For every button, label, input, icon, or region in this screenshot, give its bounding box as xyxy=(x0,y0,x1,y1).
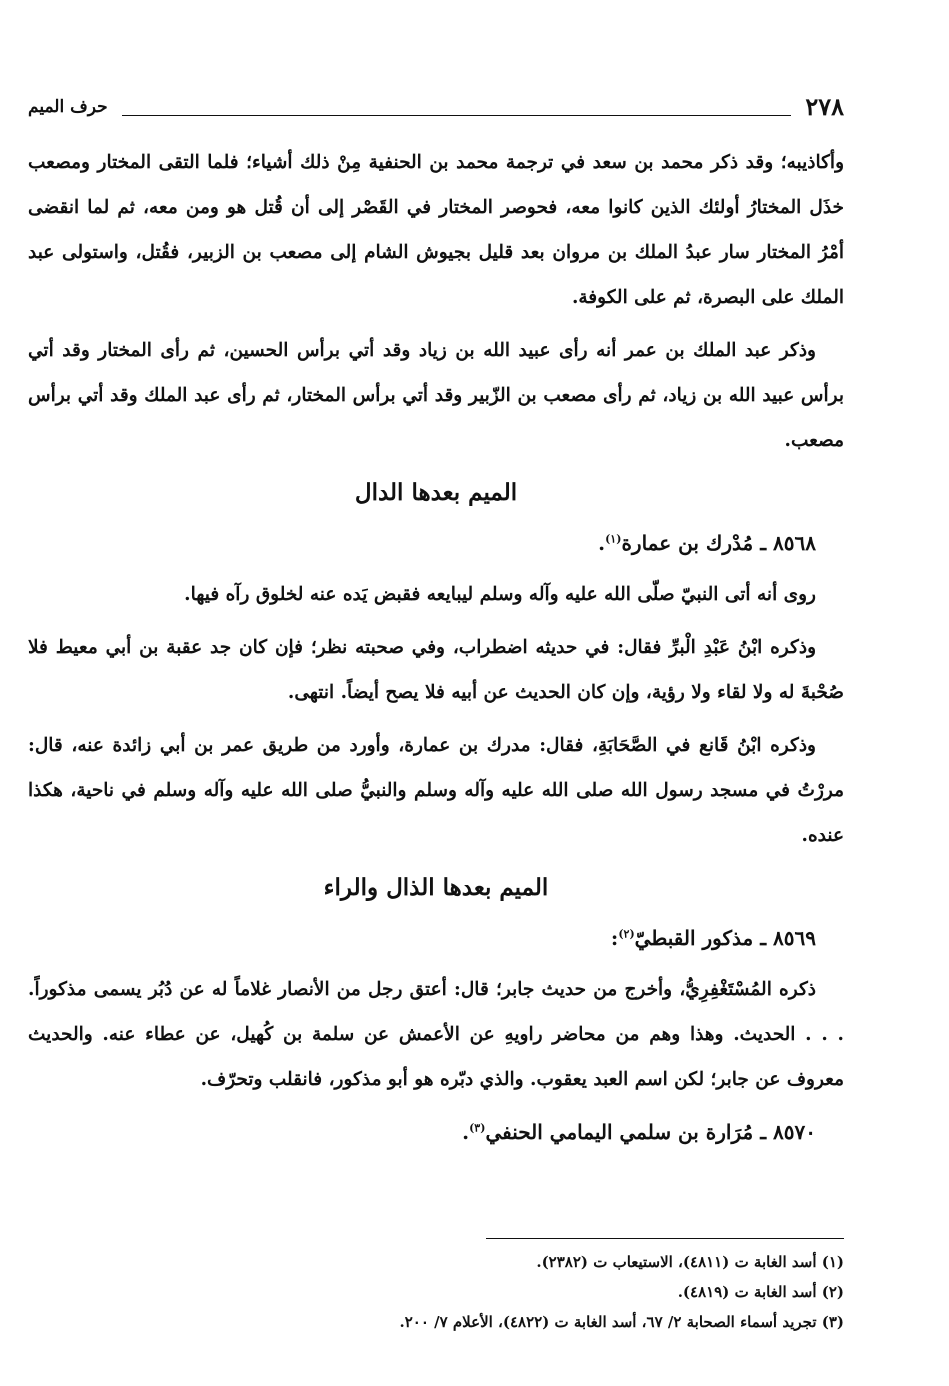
footnote-ref-3: (٣) xyxy=(469,1121,486,1135)
entry-8569-title: ٨٥٦٩ ـ مذكور القبطيّ xyxy=(634,926,816,950)
entry-8569-punct: : xyxy=(610,926,619,950)
paragraph-mustaghfiri: ذكره المُسْتَغْفِرِيُّ، وأخرج من حديث جابر؛ قال: أعتق رجل من الأنصار غلاماً له عن دُبُر يسمى مذكوراً. . . . الحديث. وهذا وهم من محاضر راويهِ عن الأعمش عن سلمة بن كُهيل، عن عطاء عنه. والحديث معروف عن جابر؛ لكن اسم العبد يعقوب. والذي دبّره هو أبو مذكور، فانقلب وتحرّف. xyxy=(28,979,844,1090)
paragraph-continuation: وأكاذيبه؛ وقد ذكر محمد بن سعد في ترجمة محمد بن الحنفية مِنْ ذلك أشياء؛ فلما التقى المختار ومصعب خذَل المختارُ أولئك الذين كانوا معه، فحوصر المختار في القَصْر إلى أن قُتل هو ومن معه، ثم لما انقضى أمْرُ المختار سار عبدُ الملك بن مروان بعد قليل بجيوش الشام إلى مصعب بن الزبير، فقُتل، واستولى عبد الملك على البصرة، ثم على الكوفة. xyxy=(28,152,844,308)
entry-8568-title: ٨٥٦٨ ـ مُدْرك بن عمارة xyxy=(621,531,816,555)
paragraph-abdulmalik-narration: وذكر عبد الملك بن عمر أنه رأى عبيد الله بن زياد وقد أتي برأس الحسين، ثم رأى المختار وقد أتي برأس عبيد الله بن زياد، ثم رأى مصعب بن الزّبير وقد أتي برأس المختار، ثم رأى عبد الملك وقد أتي برأس مصعب. xyxy=(28,340,844,451)
entry-8568 xyxy=(28,521,844,566)
section-heading-mim-dal: الميم بعدها الدال xyxy=(354,479,518,506)
entry-8568-punct: . xyxy=(598,531,606,555)
section-heading-mim-dhal-ra: الميم بعدها الذال والراء xyxy=(323,874,549,901)
entry-8570-punct: . xyxy=(462,1120,470,1144)
footnote-ref-1: (١) xyxy=(605,532,622,546)
paragraph-entry-8568-narration: روى أنه أتى النبيّ صلّى الله عليه وآله وسلم ليبايعه فقبض يَده عنه لخلوق رآه فيها. xyxy=(184,584,816,605)
page-body xyxy=(28,140,844,1161)
book-page xyxy=(28,0,844,1386)
entry-8569 xyxy=(28,916,844,961)
paragraph-ibn-qani: وذكره ابْنُ قَانع في الصَّحَابَةِ، فقال: مدرك بن عمارة، وأورد من طريق عمر بن أبي زائدة عنه، قال: مررْتُ في مسجد رسول الله صلى الله عليه وآله وسلم والنبيُّ صلى الله عليه وآله وسلم في ناحية، هكذا عنده. xyxy=(28,735,844,846)
paragraph-ibn-abd-al-barr: وذكره ابْنُ عَبْدِ الْبرِّ فقال: في حديثه اضطراب، وفي صحبته نظر؛ فإن كان جد عقبة بن أبي معيط فلا صُحْبةَ له ولا لقاء ولا رؤية، وإن كان الحديث عن أبيه فلا يصح أيضاً. انتهى. xyxy=(28,637,844,703)
footnote-ref-2: (٢) xyxy=(618,927,635,941)
footnote-2: (٢) أسد الغابة ت (٤٨١٩). xyxy=(677,1283,844,1301)
page-header xyxy=(28,88,844,122)
header-rule xyxy=(122,115,792,116)
footnote-3: (٣) تجريد أسماء الصحابة ٢/ ٦٧، أسد الغابة ت (٤٨٢٢)، الأعلام ٧/ ٢٠٠. xyxy=(399,1313,844,1331)
entry-8570 xyxy=(28,1110,844,1155)
footnote-1: (١) أسد الغابة ت (٤٨١١)، الاستيعاب ت (٢٣٨٢). xyxy=(536,1253,844,1271)
running-title: حرف الميم xyxy=(28,97,108,117)
footnote-rule xyxy=(486,1238,844,1239)
page-number: ٢٧٨ xyxy=(805,92,844,121)
footnotes xyxy=(28,1238,844,1337)
entry-8570-title: ٨٥٧٠ ـ مُرَارة بن سلمي اليمامي الحنفي xyxy=(485,1120,816,1144)
